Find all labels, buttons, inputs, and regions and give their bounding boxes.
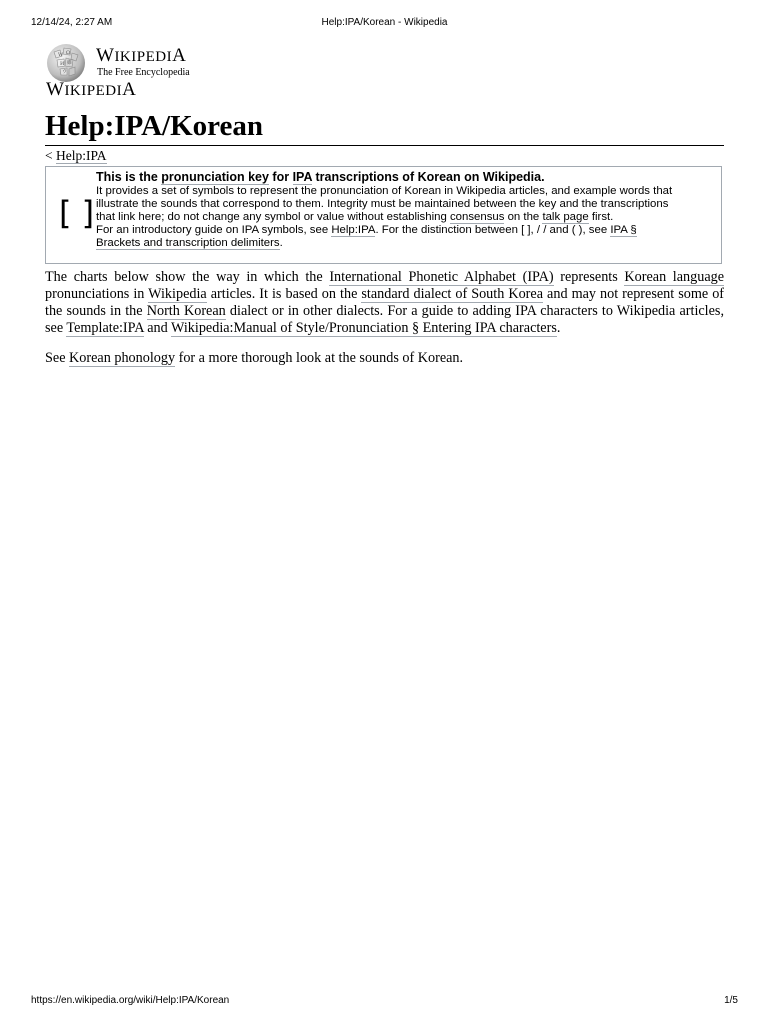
notice-body: It provides a set of symbols to represent the pronunciation of Korean in Wikipedia articles, and example words that illustrate the sounds that correspond to them. Integrity must be maintained between the key and the transcriptions that link here; do not change any symbol or value without establishing consensus on the talk page first. For an introductory guide on IPA symbols, see Help:IPA. For the distinction between [ ], / / and ( ), see IPA § Brackets and transcription delimiters. xyxy=(96,185,673,249)
print-page-number: 1/5 xyxy=(724,995,738,1006)
svg-text:И: И xyxy=(60,61,65,67)
print-header xyxy=(31,17,738,31)
print-page-title: Help:IPA/Korean - Wikipedia xyxy=(321,17,448,28)
link-consensus[interactable]: consensus xyxy=(449,210,505,223)
wikipedia-wordmark: WIKIPEDIA xyxy=(96,45,187,66)
link-pronunciation-key[interactable]: pronunciation key xyxy=(161,170,269,184)
print-footer xyxy=(31,995,738,1009)
ipa-brackets-icon: [ ] xyxy=(59,194,95,232)
link-korean-phonology[interactable]: Korean phonology xyxy=(69,350,176,366)
print-url: https://en.wikipedia.org/wiki/Help:IPA/Korean xyxy=(31,995,230,1006)
wikipedia-wordmark-repeat: WIKIPEDIA xyxy=(46,79,137,100)
intro-paragraph: The charts below show the way in which the International Phonetic Alphabet (IPA) represents Korean language pronunciations in Wikipedia articles. It is based on the standard dialect of South Korea and may not represent some of the sounds in the North Korean dialect or in other dialects. For a guide to adding IPA characters to Wikipedia articles, see Template:IPA and Wikipedia:Manual of Style/Pronunciation § Entering IPA characters. xyxy=(45,269,725,336)
wikipedia-globe-icon xyxy=(44,43,88,83)
link-help-ipa[interactable]: Help:IPA xyxy=(331,223,376,236)
wikipedia-logo[interactable] xyxy=(44,43,264,83)
notice-lead: This is the pronunciation key for IPA transcriptions of Korean on Wikipedia. xyxy=(96,170,545,184)
see-also-paragraph: See Korean phonology for a more thorough look at the sounds of Korean. xyxy=(45,350,464,366)
page-title: Help:IPA/Korean xyxy=(45,108,724,146)
link-korean-language[interactable]: Korean language xyxy=(624,269,725,285)
wikipedia-tagline: The Free Encyclopedia xyxy=(97,67,190,78)
link-mos-pronunciation[interactable]: Wikipedia:Manual of Style/Pronunciation § Entering IPA characters xyxy=(171,320,557,336)
link-ipa-brackets[interactable]: IPA § Brackets and transcription delimiters xyxy=(96,223,637,249)
breadcrumb xyxy=(45,147,107,165)
link-north-korean[interactable]: North Korean xyxy=(146,303,226,319)
notice-content xyxy=(96,169,681,250)
print-datetime: 12/14/24, 2:27 AM xyxy=(31,17,113,28)
link-talk-page[interactable]: talk page xyxy=(542,210,589,223)
svg-text:維: 維 xyxy=(67,60,73,66)
link-ipa[interactable]: IPA xyxy=(292,170,313,184)
link-template-ipa[interactable]: Template:IPA xyxy=(66,320,144,336)
link-international-phonetic-alphabet[interactable]: International Phonetic Alphabet (IPA) xyxy=(329,269,554,285)
link-standard-dialect[interactable]: standard dialect of South Korea xyxy=(361,286,544,302)
svg-text:ウ: ウ xyxy=(62,69,68,75)
breadcrumb-link-help-ipa[interactable]: Help:IPA xyxy=(56,148,107,163)
link-wikipedia[interactable]: Wikipedia xyxy=(148,286,207,302)
svg-text:Ω: Ω xyxy=(66,50,71,56)
pronunciation-key-notice xyxy=(45,166,722,264)
svg-text:W: W xyxy=(58,52,64,58)
breadcrumb-prefix: < xyxy=(45,148,56,163)
